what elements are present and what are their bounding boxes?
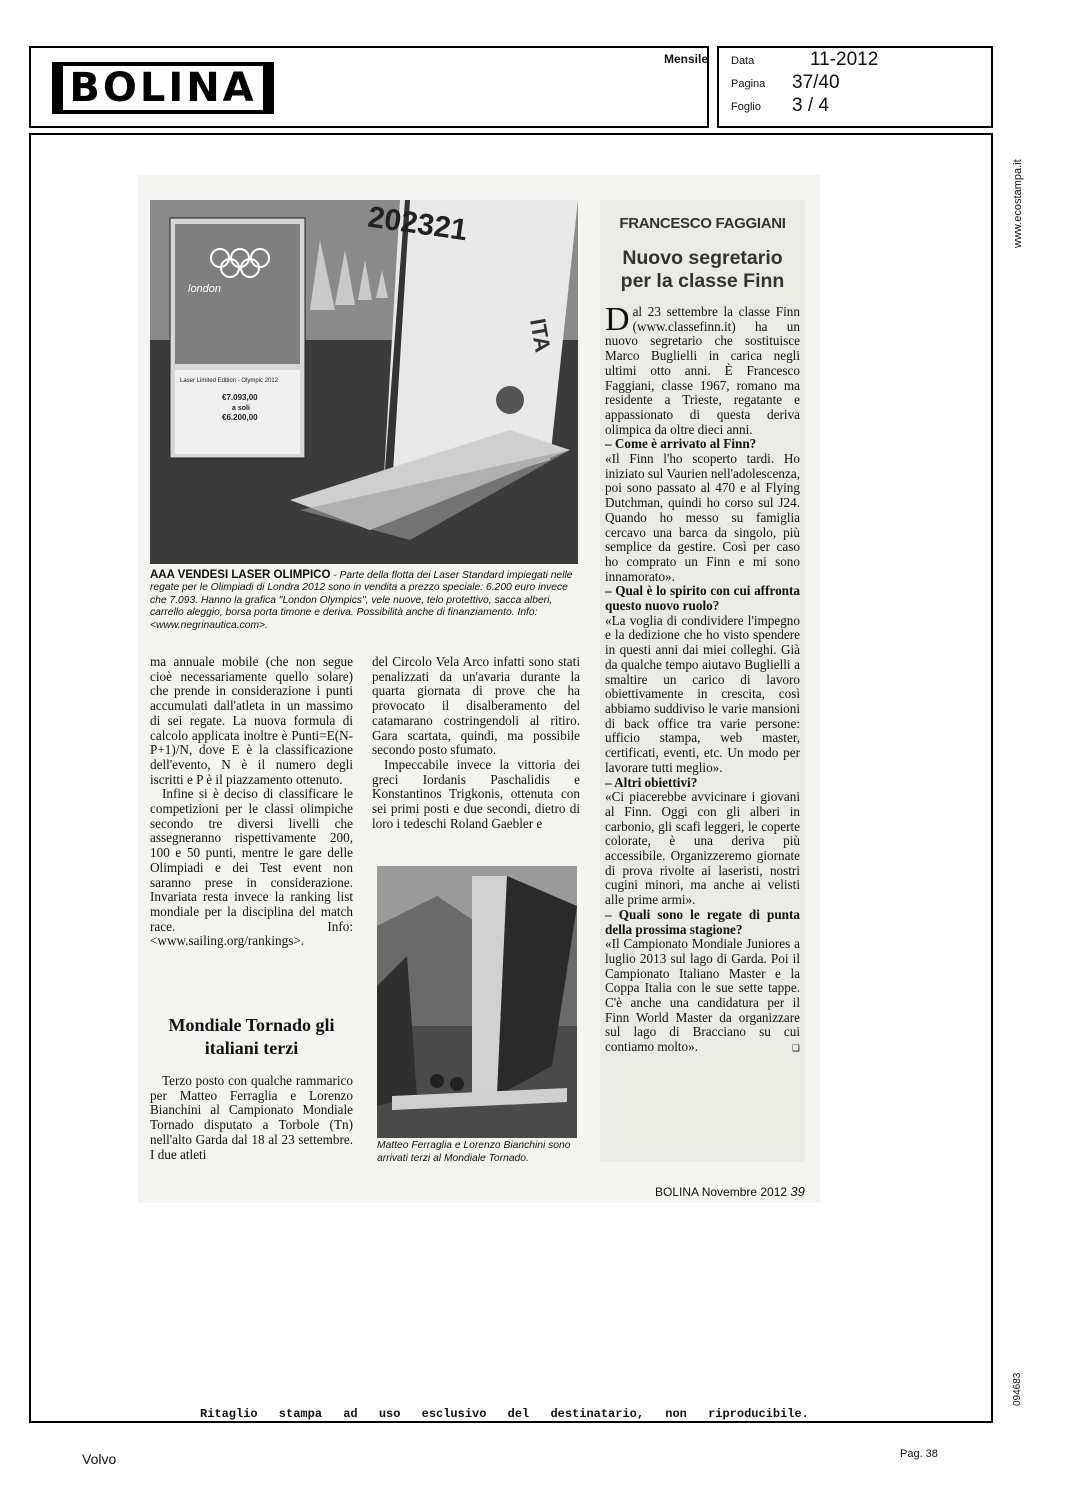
col1-paragraph-3: Terzo posto con qualche rammarico per Matteo Ferraglia e Lorenzo Bianchini al Campionato Mondiale Tornado disputato a Torbole (Tn) nell'alto Garda dal 18 al 23 settembre. I due atleti: [150, 1073, 353, 1162]
laser-photo-drawing: [150, 200, 578, 564]
sail-letters: ITA: [525, 316, 556, 355]
answer-4: «Il Campionato Mondiale Juniores a luglio 2013 sul lago di Garda. Poi il Campionato Italiano Master e la Coppa Italia con le sue sette tappe. C'è anche una candidatura per il Finn World Master da organizzare sul lago di Bracciano su cui contiamo molto».: [605, 936, 800, 1055]
end-mark-icon: ❏: [791, 1044, 800, 1055]
frequency-label: Mensile: [664, 52, 709, 66]
col1-paragraph-1: ma annuale mobile (che non segue cioè necessariamente quello solare) che prende in considerazione i punti accumulati dall'atleta in un massimo di sei regate. La nuova formula di calcolo applicata inoltre è Punti=E(N-P+1)/N, dove E è la classificazione dell'evento, N è il numero degli iscritti e P è il piazzamento ottenuto.: [150, 654, 353, 787]
sail-number: 202321: [365, 200, 470, 248]
page-footer: [655, 1184, 805, 1199]
question-4: – Quali sono le regate di punta della prossima stagione?: [605, 906, 800, 937]
question-1: – Come è arrivato al Finn?: [605, 436, 757, 452]
foglio-value: 3 / 4: [792, 95, 829, 116]
page-number: Pag. 38: [900, 1448, 938, 1460]
tornado-photo-caption: Matteo Ferraglia e Lorenzo Bianchini sono arrivati terzi al Mondiale Tornado.: [377, 1140, 571, 1164]
tornado-photo: [377, 866, 577, 1138]
article-column-2: [372, 655, 580, 831]
sidebar-intro: al 23 settembre la classe Finn (www.classefinn.it) ha un nuovo segretario che sostituisce Marco Buglielli in carica negli ultimi otto anni. È Francesco Faggiani, classe 1967, romano ma residente a Trieste, regatante e appassionato di questa deriva olimpica da oltre dieci anni.: [605, 304, 800, 437]
pagina-value: 37/40: [792, 72, 840, 93]
dropcap: D: [605, 301, 630, 338]
answer-2: «La voglia di condividere l'impegno e la dedizione che ho visto spendere in questi anni dai miei colleghi. Già da qualche tempo aiutavo Buglielli a smaltire un carico di lavoro obiettivamente in crescita, così abbiamo suddiviso le varie mansioni di back office tra varie persone: ufficio stampa, web master, certificati, eventi, etc. Un modo per lavorare tutti meglio».: [605, 612, 800, 775]
side-code-text: 094683: [1012, 1372, 1023, 1406]
caption-text: - Parte della flotta dei Laser Standard impiegati nelle regate per le Olimpiadi di Londra 2012 sono in vendita a prezzo speciale: 6.200 euro invece che 7.093. Hanno la grafica "London Olympics", vele nuove, telo protettivo, sacca alberi, carrello aleggio, borsa porta timone e deriva. Possibilità anche di finanziamento. Info: <www.negrinautica.com>.: [150, 570, 573, 631]
caption-title: AAA VENDESI LASER OLIMPICO: [150, 569, 331, 581]
page-footer-text: BOLINA Novembre 2012: [655, 1185, 788, 1199]
question-3: – Altri obiettivi?: [605, 774, 698, 790]
laser-photo: [150, 200, 578, 564]
article-column-1-bottom: [150, 1074, 353, 1162]
answer-1: «Il Finn l'ho scoperto tardi. Ho iniziato sul Vaurien nell'adolescenza, poi sono passato al 470 e al Flying Dutchman, quindi ho corso sul J24. Quando ho messo su famiglia cercavo una barca da singolo, più semplice da gestire. Così per caso ho comprato un Finn e mi sono innamorato».: [605, 451, 800, 584]
tornado-photo-drawing: [377, 866, 577, 1138]
poster-city: london: [188, 283, 222, 295]
publication-logo: [52, 62, 274, 114]
data-value: 11-2012: [810, 49, 879, 70]
data-label: Data: [731, 55, 755, 67]
poster-price-mid: a soli: [232, 405, 250, 412]
sidebar-text: [605, 301, 800, 1057]
reproduction-notice: Ritaglio stampa ad uso esclusivo del destinatario, non riproducibile.: [200, 1407, 809, 1421]
sidebar-title: Nuovo segretario per la classe Finn: [620, 247, 785, 292]
laser-photo-caption: [150, 569, 580, 632]
article-column-1: [150, 655, 353, 949]
poster-edition: Laser Limited Edition - Olympic 2012: [180, 378, 279, 384]
pagina-label: Pagina: [731, 78, 766, 90]
col1-paragraph-2: Infine si è deciso di classificare le competizioni per le classi olimpiche secondo tre diversi livelli che assegneranno rispettivamente 200, 100 e 50 punti, mentre le gare delle Olimpiadi e dei Test event non saranno prese in considerazione. Invariata resta invece la ranking list mondiale per la disciplina del match race. Info: <www.sailing.org/rankings>.: [150, 786, 353, 949]
col2-paragraph-2: Impeccabile invece la vittoria dei greci Iordanis Paschalidis e Konstantinos Trigkonis, ottenuta con sei primi posti e due secondi, dietro di loro i tedeschi Roland Gaebler e: [372, 756, 580, 831]
question-2: – Qual è lo spirito con cui affronta questo nuovo ruolo?: [605, 583, 800, 614]
side-url-text: www.ecostampa.it: [1012, 159, 1024, 248]
side-code: [1000, 1368, 1023, 1408]
poster-price-new: €6.200,00: [222, 413, 258, 422]
foglio-label: Foglio: [731, 101, 761, 113]
sidebar-author: FRANCESCO FAGGIANI: [619, 215, 786, 232]
col2-paragraph-1: del Circolo Vela Arco infatti sono stati penalizzati da un'avaria durante la quarta giornata di prove che ha provocato il disalberamento del catamarano costringendoli al ritiro. Gara scartata, quindi, ma possibile secondo posto sfumato.: [372, 654, 580, 758]
tornado-heading: Mondiale Tornado gli italiani terzi: [168, 1015, 335, 1058]
side-url: [1000, 140, 1024, 260]
answer-3: «Ci piacerebbe avvicinare i giovani al Finn. Oggi con gli alberi in carbonio, gli scafi leggeri, le coperte colorate, è una deriva più accessibile. Organizzeremo giornate di prova rivolte ai laseristi, nostri cugini minori, ma anche ai velisti alle prime armi».: [605, 789, 800, 908]
page-footer-number: 39: [790, 1184, 805, 1199]
client-name: Volvo: [82, 1451, 117, 1467]
poster-price-old: €7.093,00: [222, 393, 258, 402]
logo-text: BOLINA: [69, 65, 257, 111]
